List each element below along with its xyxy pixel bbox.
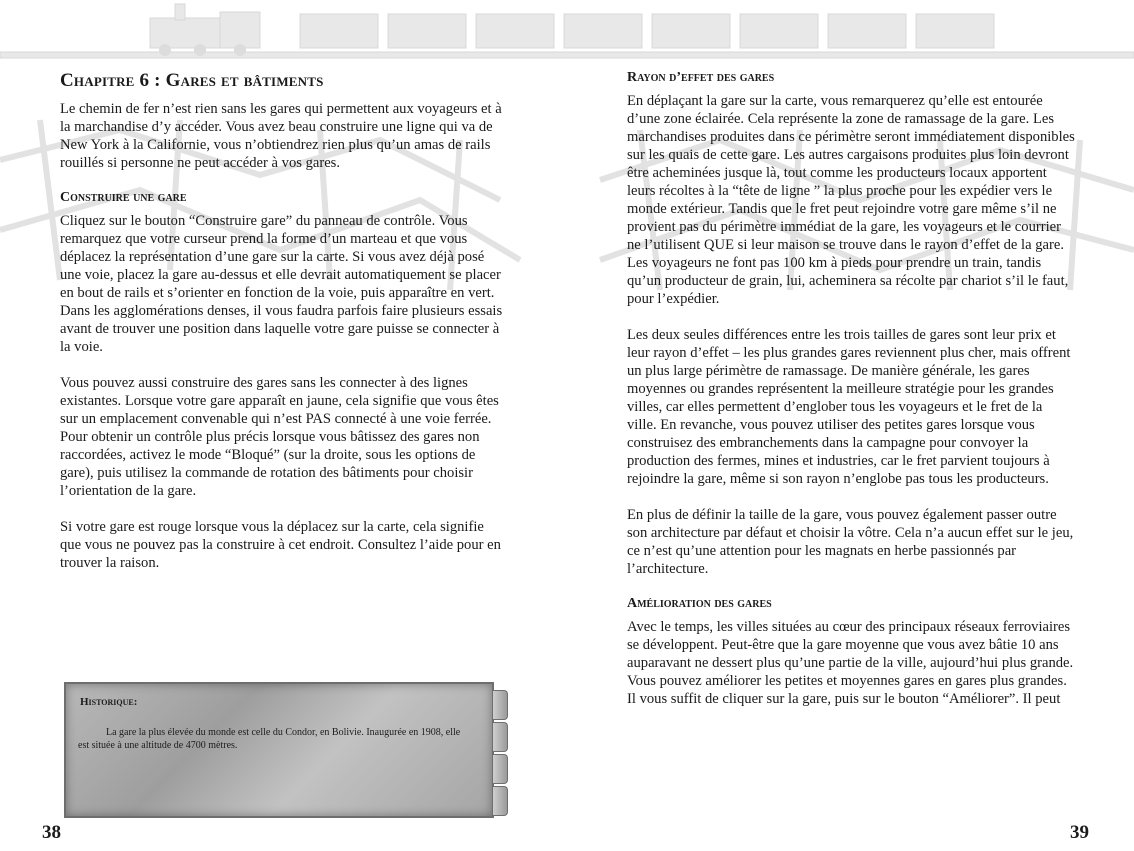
panel-tab <box>492 786 508 816</box>
paragraph: En déplaçant la gare sur la carte, vous remarquerez qu’elle est entourée d’une zone éclairée. Cela représente la zone de ramassage de la gare. Les marchandises produites dans ce périmètre seront immédiatement disponibles sur les quais de cette gare. Les autres cargaisons produites plus loin devront être acheminées jusque là, tout comme les producteurs locaux apportent leurs récoltes à la “tête de ligne ” la plus proche pour les expédier vers le monde extérieur. Tandis que le fret peut rejoindre votre gare même s’il ne provient pas du périmètre immédiat de la gare, les voyageurs et le courrier ne l’utilisent QUE si leur maison se trouve dans le rayon d’effet de la gare. Les voyageurs ne font pas 100 km à pieds pour prendre un train, tandis qu’un producteur de grain, lui, acheminera sa récolte par chariot s’il le faut, pour l’expédier. <box>627 93 1075 307</box>
historique-title: Historique: <box>80 696 138 708</box>
paragraph: Cliquez sur le bouton “Construire gare” du panneau de contrôle. Vous remarquez que votre curseur prend la forme d’un marteau et que vous déplacez la représentation d’une gare sur la carte. Si vous avez déjà posé une voie, placez la gare au-dessus et elle devrait automatiquement se placer en bout de rails et s’orienter en fonction de la voie, puis apparaître en vert. Dans les agglomérations denses, il vous faudra parfois faire plusieurs essais avant de trouver une position dans laquelle votre gare puisse se connecter à la voie. <box>60 213 503 355</box>
panel-tab <box>492 690 508 720</box>
right-page <box>627 70 1075 708</box>
paragraph: En plus de définir la taille de la gare, vous pouvez également passer outre son architecture par défaut et choisir la vôtre. Cela n’a aucun effet sur le jeu, ce n’est qu’une attention pour les magnats en herbe passionnés par l’architecture. <box>627 507 1074 577</box>
paragraph: Vous pouvez aussi construire des gares sans les connecter à des lignes existantes. Lorsque votre gare apparaît en jaune, cela signifie que vous êtes sur un emplacement convenable qui n’est PAS connecté à une voie ferrée. Pour obtenir un contrôle plus précis lorsque vous bâtissez des gares non raccordées, activez le mode “Bloqué” (sur la droite, sous les options de gare), puis utilisez la commande de rotation des bâtiments pour choisir l’orientation de la gare. <box>60 375 499 499</box>
section-heading-amelioration: Amélioration des gares <box>627 596 772 611</box>
paragraph: Les deux seules différences entre les trois tailles de gares sont leur prix et leur rayon d’effet – les plus grandes gares reviennent plus cher, mais offrent un plus large périmètre de ramassage. De manière générale, les gares moyennes ou grandes représentent la meilleure stratégie pour les grandes villes, car elles permettent d’englober tous les voyageurs et le fret de la ville. En revanche, vous pouvez utiliser des petites gares lorsque vous construisez des embranchements dans la campagne pour convoyer la production des fermes, mines et industries, car le fret parvient toujours à rejoindre la gare, même si son rayon n’englobe pas tous les producteurs. <box>627 327 1071 487</box>
section-heading-rayon: Rayon d’effet des gares <box>627 70 775 85</box>
page-number-left: 38 <box>42 822 61 843</box>
chapter-title: Chapitre 6 : Gares et bâtiments <box>60 70 324 91</box>
historique-panel <box>64 682 494 818</box>
page-number-right: 39 <box>1070 822 1089 843</box>
panel-tab <box>492 754 508 784</box>
paragraph: Si votre gare est rouge lorsque vous la déplacez sur la carte, cela signifie que vous ne pouvez pas la construire à cet endroit. Consultez l’aide pour en trouver la raison. <box>60 519 501 571</box>
section-heading-construire: Construire une gare <box>60 190 187 205</box>
paragraph: Avec le temps, les villes situées au cœur des principaux réseaux ferroviaires se développent. Peut-être que la gare moyenne que vous avez bâtie 10 ans auparavant ne dessert plus qu’une partie de la ville, aujourd’hui plus grande. Vous pouvez améliorer les petites et moyennes gares en gares plus grandes. Il vous suffit de cliquer sur la gare, puis sur le bouton “Améliorer”. Il peut <box>627 619 1074 707</box>
panel-tab <box>492 722 508 752</box>
left-page <box>60 70 508 572</box>
historique-box <box>60 676 508 822</box>
historique-text: La gare la plus élevée du monde est celle du Condor, en Bolivie. Inaugurée en 1908, elle est située à une altitude de 4700 mètres. <box>78 727 461 751</box>
intro-paragraph: Le chemin de fer n’est rien sans les gares qui permettent aux voyageurs et à la marchandise d’y accéder. Vous avez beau construire une ligne qui va de New York à la Californie, vous n’obtiendrez rien plus qu’un amas de rails rouillés si personne ne peut accéder à vos gares. <box>60 101 502 171</box>
